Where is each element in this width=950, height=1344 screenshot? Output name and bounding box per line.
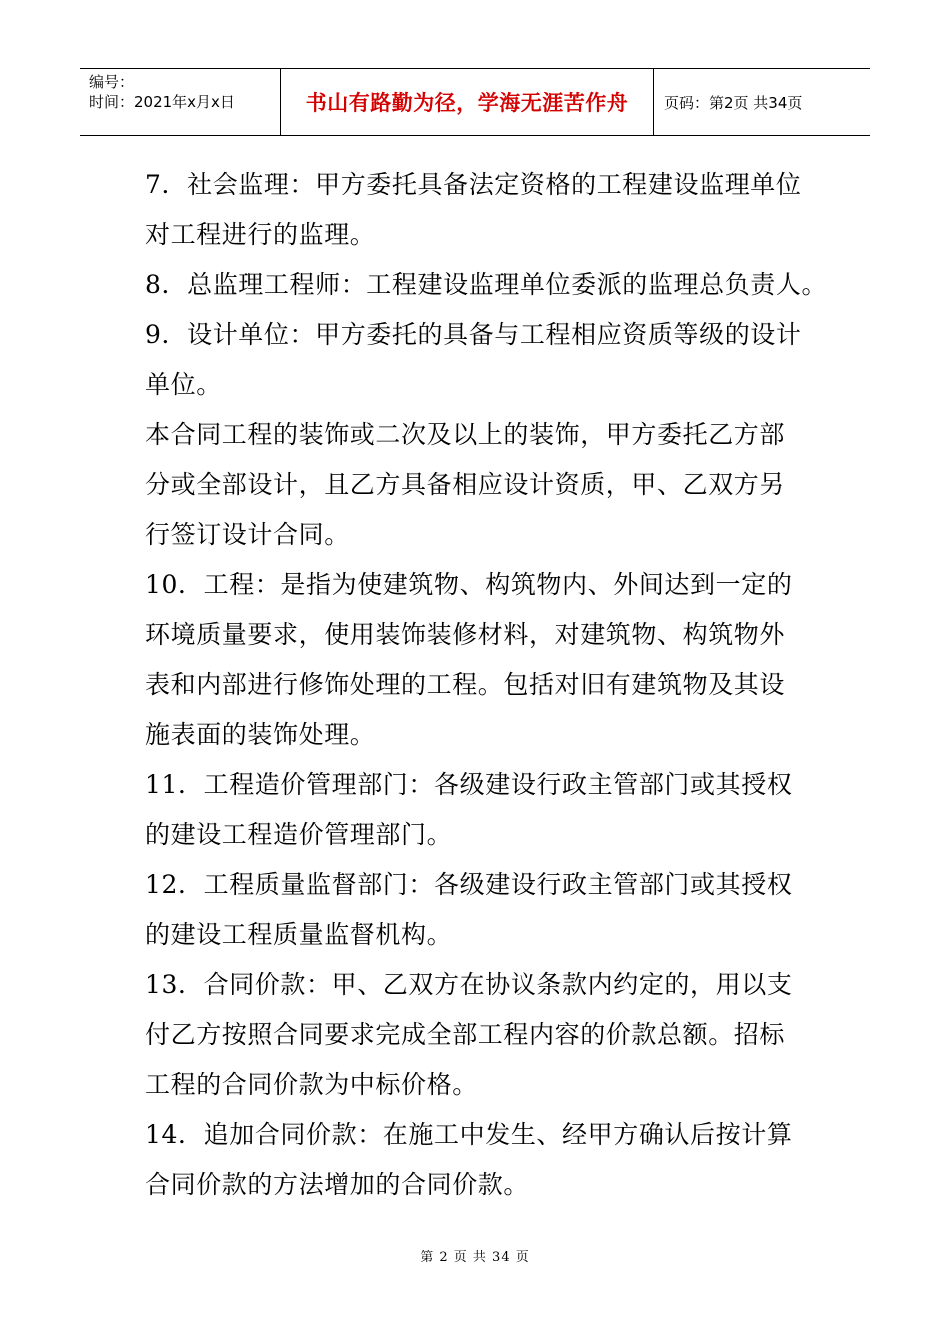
- body-line: 付乙方按照合同要求完成全部工程内容的价款总额。招标: [145, 1020, 786, 1049]
- header-motto: 书山有路勤为径，学海无涯苦作舟: [305, 91, 629, 115]
- header-page-code: 页码：第2页 共34页: [664, 93, 803, 112]
- body-line: 工程的合同价款为中标价格。: [145, 1070, 478, 1099]
- date-label: 时间：2021年x月x日: [89, 93, 235, 111]
- body-line: 10．工程：是指为使建筑物、构筑物内、外间达到一定的: [145, 570, 793, 599]
- body-line: 合同价款的方法增加的合同价款。: [145, 1170, 530, 1199]
- body-line: 7．社会监理：甲方委托具备法定资格的工程建设监理单位: [145, 170, 802, 199]
- body-line: 行签订设计合同。: [145, 520, 350, 549]
- document-body: [145, 160, 828, 1210]
- header-motto-cell: [281, 69, 654, 135]
- body-line: 11．工程造价管理部门：各级建设行政主管部门或其授权: [145, 770, 793, 799]
- page-header: [80, 68, 870, 136]
- body-line: 的建设工程质量监督机构。: [145, 920, 453, 949]
- body-line: 9．设计单位：甲方委托的具备与工程相应资质等级的设计: [145, 320, 802, 349]
- body-line: 8．总监理工程师：工程建设监理单位委派的监理总负责人。: [145, 270, 828, 299]
- body-line: 表和内部进行修饰处理的工程。包括对旧有建筑物及其设: [145, 670, 786, 699]
- body-line: 施表面的装饰处理。: [145, 720, 376, 749]
- body-line: 12．工程质量监督部门：各级建设行政主管部门或其授权: [145, 870, 793, 899]
- body-line: 环境质量要求，使用装饰装修材料，对建筑物、构筑物外: [145, 620, 786, 649]
- body-line: 的建设工程造价管理部门。: [145, 820, 453, 849]
- body-line: 13．合同价款：甲、乙双方在协议条款内约定的，用以支: [145, 970, 793, 999]
- body-line: 对工程进行的监理。: [145, 220, 376, 249]
- body-line: 本合同工程的装饰或二次及以上的装饰，甲方委托乙方部: [145, 420, 786, 449]
- body-line: 分或全部设计，且乙方具备相应设计资质，甲、乙双方另: [145, 470, 786, 499]
- serial-number-label: 编号：: [89, 73, 135, 91]
- header-info-cell: [80, 69, 281, 135]
- body-line: 14．追加合同价款：在施工中发生、经甲方确认后按计算: [145, 1120, 793, 1149]
- header-page-cell: [654, 69, 870, 135]
- body-line: 单位。: [145, 370, 222, 399]
- page-footer: 第 2 页 共 34 页: [420, 1250, 530, 1265]
